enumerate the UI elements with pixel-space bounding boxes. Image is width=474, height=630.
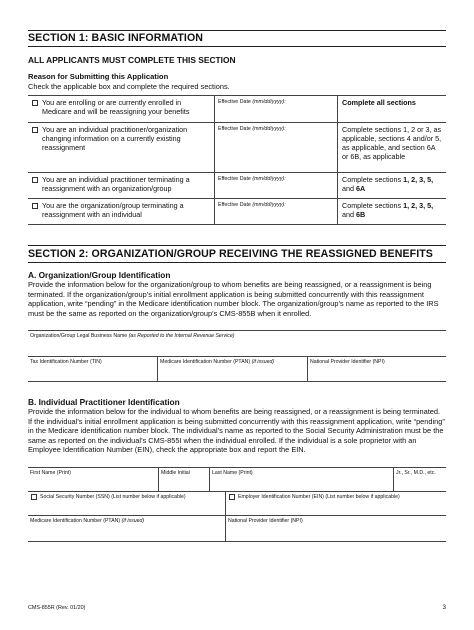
all-applicants-heading: ALL APPLICANTS MUST COMPLETE THIS SECTION [28, 55, 236, 65]
effective-date-format: (mm/dd/yyyy): [252, 99, 286, 105]
first-name-field[interactable] [28, 468, 159, 491]
reason-table [28, 95, 446, 225]
section1-title: SECTION 1: BASIC INFORMATION [28, 32, 204, 44]
required-sections-and: and [342, 184, 356, 193]
required-sections-bold: 6A [356, 184, 366, 193]
npi-label: National Provider Identifier (NPI) [310, 359, 385, 365]
effective-date-format: (mm/dd/yyyy): [252, 126, 286, 132]
required-sections [338, 199, 446, 224]
last-name-label: Last Name (Print) [212, 470, 253, 476]
suffix-field[interactable] [394, 468, 446, 491]
reason-checkbox-enrolling[interactable] [32, 100, 38, 106]
reason-text: You are the organization/group terminating a reassignment with an individual [42, 201, 184, 219]
ptan-label: Medicare Identification Number (PTAN) [160, 359, 251, 365]
reason-row [28, 199, 446, 225]
required-sections-text: Complete sections [342, 201, 404, 210]
middle-initial-label: Middle Initial [161, 470, 190, 476]
practitioner-ptan-field[interactable] [28, 516, 226, 541]
reason-instruction: Check the applicable box and complete the required sections. [28, 82, 230, 91]
required-sections-bold: 6B [356, 210, 366, 219]
org-ids-row [28, 356, 446, 382]
effective-date-field[interactable] [215, 123, 338, 172]
reason-text: You are enrolling or are currently enrolled in Medicare and will be reassigning your benefits [42, 98, 190, 116]
practitioner-identification-text: Provide the information below for the individual to whom benefits are being reassigned, or a reassignment is being terminated. If the individual’s initial enrollment application is being submitted concurrently with this reassignment application, write “pending” in the Medicare identification number block. The individual’s name as reported to the Social Security Administration must be the same as reported on the individual’s CMS-855I when the individual enrolled. If the individual is a sole proprietor with an Employee Identification Number (EIN), check the appropriate box and report the EIN. [28, 407, 445, 455]
reason-option [28, 96, 215, 122]
org-identification-text: Provide the information below for the organization/group to whom benefits are being reassigned, or a reassignment is being terminated. If the organization/group’s initial enrollment application is being submitted concurrently with this reassignment application, write “pending” in the Medicare identification number block. The organization/group’s name as reported to the IRS must be the same as reported on the organization/group’s CMS-855B when it enrolled. [28, 280, 439, 318]
page-number: 3 [442, 604, 446, 611]
effective-date-format: (mm/dd/yyyy): [252, 176, 286, 182]
legal-name-field[interactable] [28, 331, 446, 356]
ssn-ein-row [28, 491, 446, 515]
practitioner-npi-label: National Provider Identifier (NPI) [228, 518, 303, 524]
ssn-label: Social Security Number (SSN) (List number below if applicable) [40, 494, 186, 500]
legal-name-label: Organization/Group Legal Business Name [30, 333, 128, 339]
effective-date-label: Effective Date [218, 126, 251, 132]
ssn-checkbox[interactable] [31, 494, 37, 500]
suffix-label: Jr., Sr., M.D., etc. [396, 470, 436, 476]
reason-option [28, 173, 215, 198]
effective-date-label: Effective Date [218, 202, 251, 208]
reason-checkbox-changing[interactable] [32, 127, 38, 133]
practitioner-npi-field[interactable] [226, 516, 446, 541]
required-sections-bold: 1, 2, 3, 5, [403, 175, 434, 184]
tin-field[interactable] [28, 357, 158, 381]
npi-field[interactable] [308, 357, 446, 381]
section1-top-rule [28, 30, 446, 31]
required-sections [338, 96, 446, 122]
required-sections-text: Complete sections 1, 2 or 3, as applicable, sections 4 and/or 5, as applicable, and section 6A or 6B, as applicable [342, 125, 442, 161]
required-sections-bold: 1, 2, 3, 5, [403, 201, 434, 210]
effective-date-format: (mm/dd/yyyy): [252, 202, 286, 208]
practitioner-ptan-note: (if issued) [121, 518, 145, 524]
required-sections-text: Complete sections [342, 175, 404, 184]
practitioner-ptan-label: Medicare Identification Number (PTAN) [30, 518, 121, 524]
effective-date-field[interactable] [215, 96, 338, 122]
last-name-field[interactable] [210, 468, 394, 491]
effective-date-label: Effective Date [218, 176, 251, 182]
section2-title-rule [28, 262, 446, 263]
ein-checkbox[interactable] [229, 494, 235, 500]
ptan-note: (if issued) [251, 359, 275, 365]
reason-text: You are an individual practitioner terminating a reassignment with an organization/group [42, 175, 190, 193]
required-sections [338, 123, 446, 172]
section1-title-rule [28, 46, 446, 47]
middle-initial-field[interactable] [159, 468, 210, 491]
tin-label: Tax Identification Number (TIN) [30, 359, 102, 365]
name-row [28, 467, 446, 491]
reason-row [28, 96, 446, 123]
ssn-field[interactable] [28, 492, 226, 515]
reason-heading: Reason for Submitting this Application [28, 72, 169, 81]
ptan-field[interactable] [158, 357, 308, 381]
practitioner-identification-heading: B. Individual Practitioner Identification [28, 397, 180, 407]
reason-row [28, 123, 446, 173]
effective-date-field[interactable] [215, 199, 338, 224]
legal-name-row [28, 330, 446, 356]
required-sections [338, 173, 446, 198]
reason-row [28, 173, 446, 199]
reason-checkbox-organization-terminating[interactable] [32, 203, 38, 209]
ein-field[interactable] [226, 492, 446, 515]
effective-date-label: Effective Date [218, 99, 251, 105]
required-sections-bold: Complete all sections [342, 98, 416, 107]
practitioner-ids-row [28, 515, 446, 542]
org-identification-heading: A. Organization/Group Identification [28, 270, 171, 280]
reason-option [28, 199, 215, 224]
ein-label: Employer Identification Number (EIN) (List number below if applicable) [238, 494, 400, 500]
legal-name-note: (as Reported to the Internal Revenue Service) [128, 333, 235, 339]
form-id: CMS-855R (Rev. 01/20) [28, 605, 86, 611]
effective-date-field[interactable] [215, 173, 338, 198]
section2-top-rule [28, 245, 446, 246]
reason-checkbox-practitioner-terminating[interactable] [32, 177, 38, 183]
required-sections-and: and [342, 210, 356, 219]
reason-text: You are an individual practitioner/organization changing information on a currently existing reassignment [42, 125, 188, 152]
first-name-label: First Name (Print) [30, 470, 71, 476]
reason-option [28, 123, 215, 172]
section2-title: SECTION 2: ORGANIZATION/GROUP RECEIVING THE REASSIGNED BENEFITS [28, 248, 433, 260]
